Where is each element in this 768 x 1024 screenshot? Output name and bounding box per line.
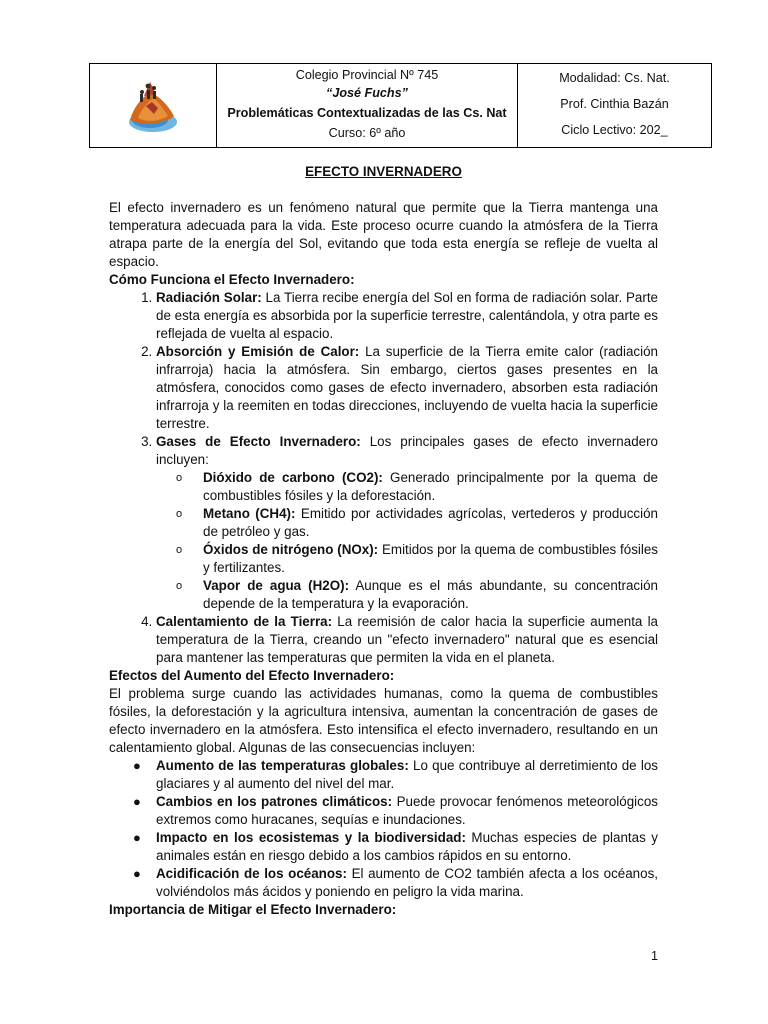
teacher-label: Prof. Cinthia Bazán (560, 97, 669, 111)
list-item: 2. Absorción y Emisión de Calor: La superficie de la Tierra emite calor (radiación infrarroja) hacia la atmósfera. Sin embargo, ciertos gases presentes en la atmósfera, conocidos como gases de efecto invernadero, absorben esta radiación infrarroja y la reemiten en todas direcciones, incluyendo de vuelta hacia la superficie terrestre. (156, 343, 658, 433)
dot-bullet-icon: ● (133, 866, 141, 881)
logo-cell (90, 64, 217, 148)
course-info-cell (518, 64, 712, 148)
dot-bullet-icon: ● (133, 794, 141, 809)
gases-list (156, 469, 658, 613)
subject-name: Problemáticas Contextualizadas de las Cs. Nat (227, 106, 507, 120)
dot-bullet-icon: ● (133, 758, 141, 773)
list-item: 1. Radiación Solar: La Tierra recibe energía del Sol en forma de radiación solar. Parte de esta energía es absorbida por la superficie terrestre, calentándola, y otra parte es reflejada de vuelta al espacio. (156, 289, 658, 343)
list-item: ● Acidificación de los océanos: El aumento de CO2 también afecta a los océanos, volviéndolos más ácidos y poniendo en peligro la vida marina. (133, 866, 658, 899)
intro-paragraph: El efecto invernadero es un fenómeno natural que permite que la Tierra mantenga una temperatura adecuada para la vida. Este proceso ocurre cuando la atmósfera de la Tierra atrapa parte de la energía del Sol, evitando que toda esta energía se refleje de vuelta al espacio. (109, 200, 658, 269)
circle-bullet-icon: o (176, 508, 183, 520)
document-title: EFECTO INVERNADERO (305, 164, 462, 179)
how-it-works-list (109, 289, 658, 667)
list-item: o Metano (CH4): Emitido por actividades agrícolas, vertederos y producción de petróleo y gas. (176, 506, 658, 539)
list-item: ● Cambios en los patrones climáticos: Puede provocar fenómenos meteorológicos extremos como huracanes, sequías e inundaciones. (133, 794, 658, 827)
school-name: Colegio Provincial Nº 745 “José Fuchs” (295, 68, 439, 100)
section-heading-effects: Efectos del Aumento del Efecto Invernadero: (109, 668, 395, 683)
course-label: Curso: 6º año (328, 126, 406, 140)
circle-bullet-icon: o (176, 544, 183, 556)
year-label: Ciclo Lectivo: 202_ (561, 123, 668, 137)
circle-bullet-icon: o (176, 472, 183, 484)
page-number: 1 (651, 949, 659, 963)
section-heading-mitigation: Importancia de Mitigar el Efecto Invernadero: (109, 902, 397, 917)
list-item: o Vapor de agua (H2O): Aunque es el más abundante, su concentración depende de la temperatura y la evaporación. (176, 578, 658, 611)
school-logo-icon (120, 76, 186, 136)
school-info-cell (217, 64, 518, 148)
dot-bullet-icon: ● (133, 830, 141, 845)
list-item: ● Aumento de las temperaturas globales: Lo que contribuye al derretimiento de los glaciares y al aumento del nivel del mar. (133, 758, 658, 791)
effects-paragraph: El problema surge cuando las actividades humanas, como la quema de combustibles fósiles, la deforestación y la agricultura intensiva, aumentan la concentración de gases de efecto invernadero en la atmósfera. Esto intensifica el efecto invernadero, resultando en un calentamiento global. Algunas de las consecuencias incluyen: (109, 686, 658, 755)
list-item: 3. Gases de Efecto Invernadero: Los principales gases de efecto invernadero incluyen: o Dióxido de carbono (CO2): Generado principalmente por la quema de combustibles fósiles y la deforestación. o Metano (CH4): Emitido por actividades agrícolas, vertederos y producción de petróleo y gas. o Óxidos de nitrógeno (NOx): Emitidos por la quema de combustibles fósiles y fertilizantes. o Vapor de agua (H2O): Aunque es el más abundante, su concentración depende de la temperatura y la evaporación. (156, 433, 658, 613)
header-table (89, 63, 712, 148)
list-item: o Óxidos de nitrógeno (NOx): Emitidos por la quema de combustibles fósiles y fertilizantes. (176, 542, 659, 575)
section-heading-how-it-works: Cómo Funciona el Efecto Invernadero: (109, 272, 355, 287)
list-item: ● Impacto en los ecosistemas y la biodiversidad: Muchas especies de plantas y animales están en riesgo debido a los cambios rápidos en su entorno. (133, 830, 658, 863)
list-item: o Dióxido de carbono (CO2): Generado principalmente por la quema de combustibles fósiles y la deforestación. (176, 470, 658, 503)
list-item: 4. Calentamiento de la Tierra: La reemisión de calor hacia la superficie aumenta la temperatura de la Tierra, creando un "efecto invernadero" natural que es esencial para mantener las temperaturas que permiten la vida en el planeta. (156, 613, 658, 667)
effects-list (109, 757, 658, 901)
modality-label: Modalidad: Cs. Nat. (559, 71, 670, 85)
circle-bullet-icon: o (176, 580, 183, 592)
document-body (109, 163, 658, 919)
